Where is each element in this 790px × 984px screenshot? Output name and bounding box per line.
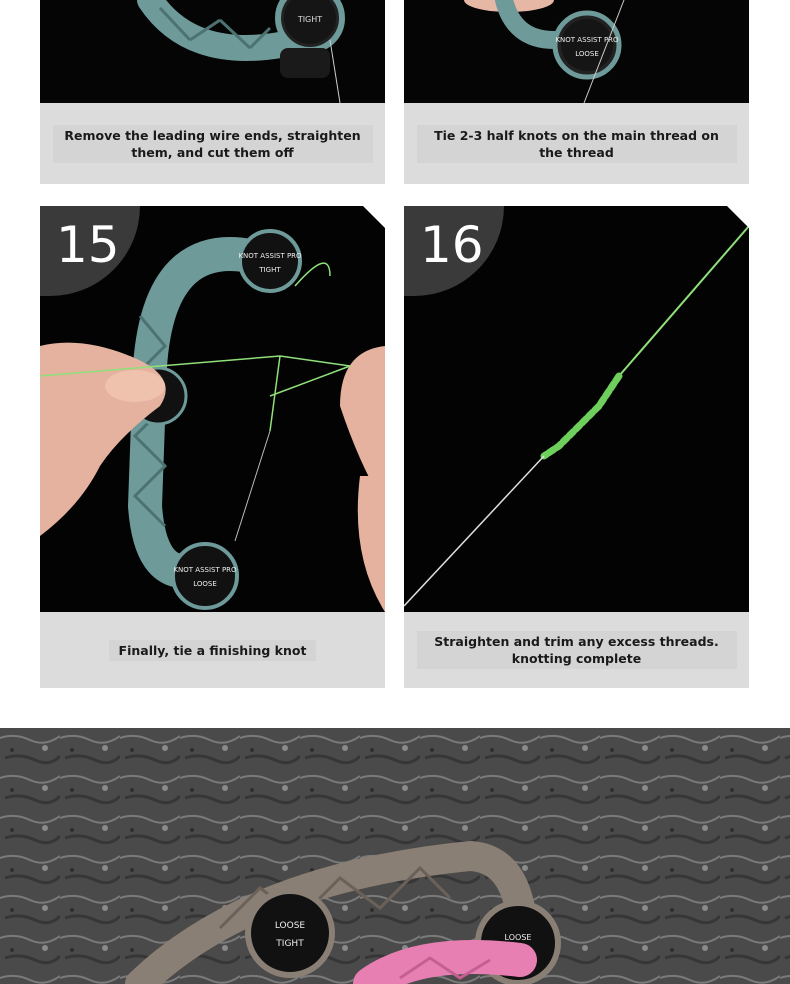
- step-photo-16: [404, 206, 749, 612]
- tool-illustration: [40, 0, 385, 103]
- step-caption-box-16: [404, 612, 749, 688]
- device-tight-label: TIGHT: [505, 947, 531, 956]
- product-photo: [0, 728, 790, 984]
- device-brand-text: TIGHT: [297, 15, 323, 24]
- step-caption-2: Tie 2-3 half knots on the main thread on the thread: [417, 125, 737, 163]
- step-photo-15: [40, 206, 385, 612]
- step-card-16: [404, 206, 749, 688]
- step-number-badge-16: 16: [404, 206, 504, 296]
- corner-cut: [727, 206, 749, 228]
- corner-cut: [363, 206, 385, 228]
- step-card-2: [404, 0, 749, 184]
- device-loose-label: LOOSE: [504, 933, 532, 942]
- step-number-badge-15: 15: [40, 206, 140, 296]
- step-caption-15: Finally, tie a finishing knot: [109, 640, 317, 661]
- device-brand-text: KNOT ASSIST PRO: [555, 36, 619, 44]
- step-caption-1: Remove the leading wire ends, straighten them, and cut them off: [53, 125, 373, 163]
- tool-illustration: [404, 0, 749, 103]
- step-caption-box-1: [40, 103, 385, 184]
- device-brand-text: KNOT ASSIST PRO: [238, 252, 302, 260]
- step-photo-2: [404, 0, 749, 103]
- device-tight-label: TIGHT: [276, 939, 304, 949]
- device-loose-label: LOOSE: [193, 580, 217, 588]
- step-caption-box-15: [40, 612, 385, 688]
- device-loose-label: LOOSE: [575, 50, 599, 58]
- step-caption-16: Straighten and trim any excess threads. knotting complete: [417, 631, 737, 669]
- step-card-1: [40, 0, 385, 184]
- product-on-rock-illustration: [0, 728, 790, 984]
- device-tight-label: TIGHT: [259, 266, 281, 274]
- step-card-15: [40, 206, 385, 688]
- step-caption-box-2: [404, 103, 749, 184]
- device-brand-text: KNOT ASSIST PRO: [173, 566, 237, 574]
- step-photo-1: [40, 0, 385, 103]
- device-loose-label: LOOSE: [274, 921, 306, 931]
